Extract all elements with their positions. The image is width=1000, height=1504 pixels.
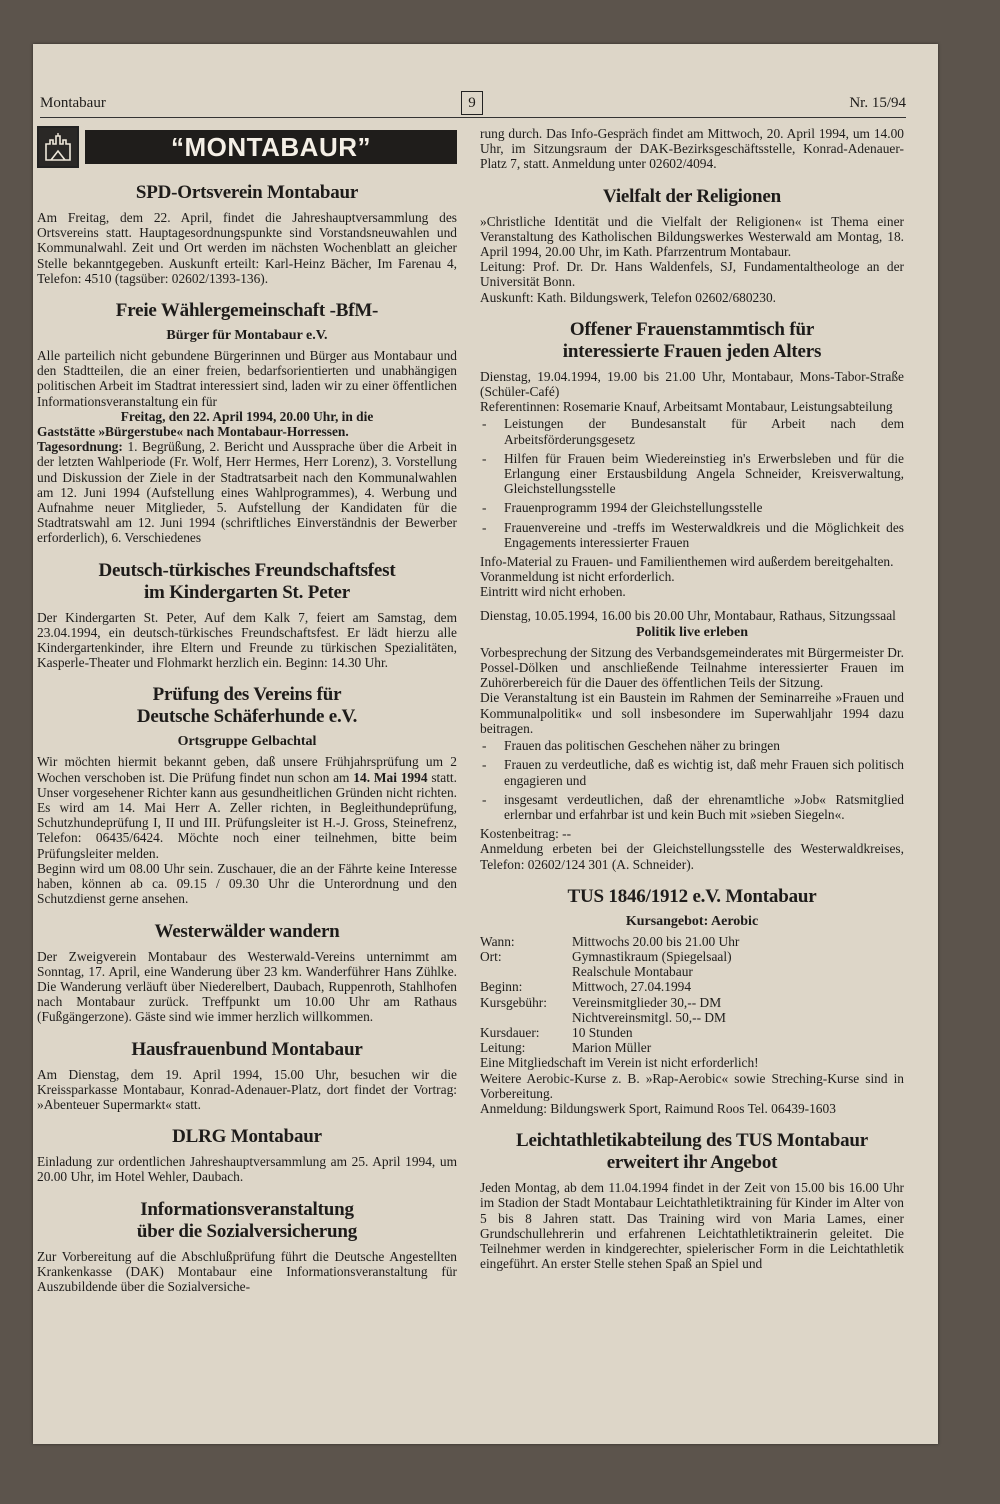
tus-heading: TUS 1846/1912 e.V. Montabaur — [567, 885, 817, 907]
list-item: - Frauenprogramm 1994 der Gleichstellungsstelle — [480, 500, 904, 515]
dogs-text-start: Beginn wird um 08.00 Uhr sein. Zuschauer, die an der Fährte keine Interesse haben, können ab ca. 09.15 / 09.30 Uhr die Unterordnung und den Schutzdienst gerne ansehen. — [37, 860, 457, 907]
sozial-heading-line2: über die Sozialversicherung — [136, 1220, 358, 1242]
frauen-referents: Referentinnen: Rosemarie Knauf, Arbeitsamt Montabaur, Leistungsabteilung — [480, 399, 893, 415]
bfm-text: Alle parteilich nicht gebundene Bürgerinnen und Bürger aus Montabaur und den Stadtteilen, die an einer freien, bedarfsorientierten und unabhängigen politischen Arbeit im Stadtrat interessiert sind, laden wir zu einer öffentlichen Informationsveranstaltung ein für — [37, 348, 457, 409]
list-item: - insgesamt verdeutlichen, daß der ehrenamtliche »Job« Ratsmitglied erlernbar und erfahrbar ist und kein Buch mit »sieben Siegeln«. — [480, 792, 904, 822]
row-value: Nichtvereinsmitgl. 50,-- DM — [572, 1009, 726, 1025]
row-value: Realschule Montabaur — [572, 964, 693, 980]
leicht-heading-line2: erweitert ihr Angebot — [606, 1152, 778, 1174]
dlrg-text: Einladung zur ordentlichen Jahreshauptversammlung am 25. April 1994, um 20.00 Uhr, im Hotel Wehler, Daubach. — [37, 1154, 457, 1185]
politik-text: Vorbesprechung der Sitzung des Verbandsgemeinderates mit Bürgermeister Dr. Possel-Dölken und anschließende Teilnahme interessierter Frauen im Zuhörerbereich für die Dauer des öffentlichen Teils der Sitzung. — [480, 644, 904, 691]
bfm-agenda — [37, 439, 457, 545]
row-label — [480, 1010, 572, 1025]
frauen-eintritt: Eintritt wird nicht erhoben. — [480, 584, 626, 600]
row-label: Beginn: — [480, 979, 523, 995]
frauen-heading-line1: Offener Frauenstammtisch für — [569, 318, 815, 340]
row-label — [480, 964, 572, 979]
tus-note-1: Eine Mitgliedschaft im Verein ist nicht erforderlich! — [480, 1055, 759, 1071]
row-value: Mittwochs 20.00 bis 21.00 Uhr — [572, 933, 740, 949]
frauen-heading-line2: interessierte Frauen jeden Alters — [562, 340, 822, 362]
fest-heading — [37, 560, 457, 604]
row-value: Vereinsmitglieder 30,-- DM — [572, 994, 722, 1010]
row-label: Ort: — [480, 948, 502, 964]
section-title: “MONTABAUR” — [85, 130, 457, 164]
politik-text-2: Die Veranstaltung ist ein Baustein im Rahmen der Seminarreihe »Frauen und Kommunalpolitik« und soll insbesondere im Superwahljahr 1994 dazu beitragen. — [480, 690, 904, 736]
fest-heading-line1: Deutsch-türkisches Freundschaftsfest — [98, 559, 396, 581]
table-row — [480, 934, 739, 949]
continuation-text: rung durch. Das Info-Gespräch findet am Mittwoch, 20. April 1994, um 14.00 Uhr, im Sitzungsraum der DAK-Bezirksgeschäftsstelle, Konrad-Adenauer-Platz 7, statt. Anmeldung unter 02602/4094. — [480, 126, 904, 172]
dogs-text-date: 14. Mai 1994 — [353, 769, 428, 785]
politik-anmeldung: Anmeldung erbeten bei der Gleichstellungsstelle des Westerwaldkreises, Telefon: 02602/124 301 (A. Schneider). — [480, 841, 904, 872]
table-row — [480, 1040, 739, 1055]
religion-text: »Christliche Identität und die Vielfalt der Religionen« ist Thema einer Veranstaltung des Katholischen Bildungswerkes Westerwald am Montag, 18. April 1994, 20.00 Uhr, im Kath. Pfarrzentrum Montabaur. — [480, 213, 904, 260]
politik-heading: Politik live erleben — [636, 624, 748, 640]
religion-heading: Vielfalt der Religionen — [603, 185, 781, 207]
list-item: - Hilfen für Frauen beim Wiedereinstieg in's Erwerbsleben und für die Erlangung einer Erstausbildung Angela Schneider, Kreisverwaltung, Gleichstellungsstelle — [480, 451, 904, 497]
list-item: - Frauenvereine und -treffs im Westerwaldkreis und die Möglichkeit des Engagements interessierter Frauen — [480, 520, 904, 550]
agenda-text: 1. Begrüßung, 2. Bericht und Aussprache über die Arbeit in der letzten Wahlperiode (Fr. Wolf, Herr Hermes, Herr Lorenz), 3. Vorstellung und Diskussion der Ziele in der Stadtratsarbeit nach den Kommunalwahlen am 12. Juni 1994 (Aufstellung eines Wahlprogrammes), 4. Werbung und Aufnahme neuer Mitglieder, 5. Aufstellung der Kandidaten für die Stadtratswahl am 12. Juni 1994 (schriftliches Einverständnis der Bewerber erforderlich), 6. Verschiedenes — [37, 439, 457, 546]
row-label: Kursgebühr: — [480, 994, 547, 1010]
dogs-heading — [37, 684, 457, 728]
hausfrauen-text: Am Dienstag, dem 19. April 1994, 15.00 Uhr, besuchen wir die Kreissparkasse Montabaur, Konrad-Adenauer-Platz, dort findet der Vortrag: »Abenteuer Supermarkt« statt. — [37, 1066, 457, 1112]
frauen-topics — [480, 416, 904, 550]
sozial-heading-line1: Informationsveranstaltung — [140, 1198, 354, 1220]
row-value: 10 Stunden — [572, 1024, 633, 1040]
spd-text: Am Freitag, dem 22. April, findet die Jahreshauptversammlung des Ortsvereins statt. Hauptagesordnungspunkte sind Vorstandsneuwahlen und Kommunalwahl. Zeit und Ort werden im nächsten Wochenblatt an gleicher Stelle bekanntgegeben. Auskunft erteilt: Karl-Heinz Bächer, Im Farenau 4, Telefon: 4510 (tagsüber: 02602/1393-136). — [37, 210, 457, 286]
left-column — [37, 126, 457, 1294]
spd-heading: SPD-Ortsverein Montabaur — [135, 182, 359, 203]
spacer — [480, 600, 904, 608]
bfm-subheading: Bürger für Montabaur e.V. — [166, 328, 328, 344]
row-value: Mittwoch, 27.04.1994 — [572, 979, 692, 995]
dogs-subheading: Ortsgruppe Gelbachtal — [177, 734, 317, 750]
sozial-heading — [37, 1199, 457, 1243]
page-number: 9 — [461, 91, 483, 115]
town-crest-icon — [37, 126, 79, 168]
row-label: Leitung: — [480, 1040, 526, 1056]
wandern-text: Der Zweigverein Montabaur des Westerwald-Vereins unternimmt am Sonntag, 17. April, eine Wanderung über 23 km. Wanderführer Hans Zühlke. Die Wanderung verläuft über Niederelbert, Daubach, Ruppenroth, Stahlhofen nach Montabaur zurück. Treffpunkt um 10.00 Uhr am Rathaus (Fußgängerzone). Gäste sind wie immer herzlich willkommen. — [37, 948, 457, 1025]
row-value: Gymnastikraum (Spiegelsaal) — [572, 948, 732, 964]
agenda-label: Tagesordnung: — [37, 439, 123, 455]
page-header — [40, 95, 906, 119]
table-row — [480, 1010, 739, 1025]
dogs-text-part1: Wir möchten hiermit bekannt geben, daß unsere Frühjahrsprüfung um 2 Wochen verschoben ist. Die Prüfung findet nun schon am — [37, 754, 457, 785]
tus-note-3: Anmeldung: Bildungswerk Sport, Raimund Roos Tel. 06439-1603 — [480, 1100, 836, 1116]
bfm-heading: Freie Wählergemeinschaft -BfM- — [115, 300, 379, 322]
table-row — [480, 964, 739, 979]
religion-leitung: Leitung: Prof. Dr. Dr. Hans Waldenfels, SJ, Fundamentaltheologe an der Universität Bonn. — [480, 259, 904, 290]
frauen-voranmeldung: Voranmeldung ist nicht erforderlich. — [480, 569, 675, 585]
header-town: Montabaur — [40, 95, 106, 111]
row-value: Marion Müller — [572, 1040, 652, 1056]
issue-number: Nr. 15/94 — [849, 95, 906, 111]
dogs-text — [37, 754, 457, 860]
bfm-date: Freitag, den 22. April 1994, 20.00 Uhr, in die — [120, 408, 374, 424]
header-rule — [40, 117, 906, 118]
tus-subheading: Kursangebot: Aerobic — [625, 913, 759, 929]
right-column — [480, 126, 904, 1271]
frauen-heading — [480, 319, 904, 363]
wandern-heading: Westerwälder wandern — [154, 920, 340, 942]
dlrg-heading: DLRG Montabaur — [172, 1126, 322, 1148]
leicht-text: Jeden Montag, ab dem 11.04.1994 findet in der Zeit von 15.00 bis 16.00 Uhr im Stadion der Stadt Montabaur Leichtathletiktraining für Kinder im Alter von 5 bis 8 Jahren statt. Das Training wird von Maria Lames, einer Grundschullehrerin und erfahrenen Leichtathletiktrainerin geleitet. Die Teilnehmer werden in kindgerechter, spielerischer Form in die Leichtathletik eingeführt. An erster Stelle stehen Spaß an Spiel und — [480, 1180, 904, 1272]
leicht-heading-line1: Leichtathletikabteilung des TUS Montabaur — [516, 1130, 868, 1152]
fest-text: Der Kindergarten St. Peter, Auf dem Kalk 7, feiert am Samstag, dem 23.04.1994, ein deutsch-türkisches Freundschaftsfest. Er lädt hierzu alle Kindergartenkinder, ihre Eltern und Freunde zu türkischen Spezialitäten, Kasperle-Theater und Flohmarkt herzlich ein. Beginn: 14.30 Uhr. — [37, 609, 457, 671]
hausfrauen-heading: Hausfrauenbund Montabaur — [131, 1038, 363, 1060]
politik-goals — [480, 738, 904, 822]
tus-note-2: Weitere Aerobic-Kurse z. B. »Rap-Aerobic« sowie Streching-Kurse sind in Vorbereitung. — [480, 1070, 904, 1101]
row-label: Kursdauer: — [480, 1024, 540, 1040]
row-label: Wann: — [480, 933, 515, 949]
frauen-date: Dienstag, 19.04.1994, 19.00 bis 21.00 Uhr, Montabaur, Mons-Tabor-Straße (Schüler-Café) — [480, 368, 904, 400]
list-item: - Leistungen der Bundesanstalt für Arbeit nach dem Arbeitsförderungsgesetz — [480, 416, 904, 446]
section-banner — [37, 126, 457, 168]
bfm-venue: Gaststätte »Bürgerstube« nach Montabaur-Horressen. — [37, 424, 349, 440]
politik-kosten: Kostenbeitrag: -- — [480, 826, 572, 842]
religion-auskunft: Auskunft: Kath. Bildungswerk, Telefon 02602/680230. — [480, 289, 776, 305]
list-item: - Frauen das politischen Geschehen näher zu bringen — [480, 738, 904, 753]
dogs-heading-line1: Prüfung des Vereins für — [152, 684, 342, 706]
list-item: - Frauen zu verdeutliche, daß es wichtig ist, daß mehr Frauen sich politisch engagieren und — [480, 757, 904, 787]
leicht-heading — [480, 1130, 904, 1174]
table-row — [480, 1025, 739, 1040]
sozial-text: Zur Vorbereitung auf die Abschlußprüfung führt die Deutsche Angestellten Krankenkasse (DAK) Montabaur eine Informationsveranstaltung für Auszubildende über die Sozialversiche- — [37, 1248, 457, 1294]
frauen-info: Info-Material zu Frauen- und Familienthemen wird außerdem bereitgehalten. — [480, 554, 894, 570]
table-row — [480, 979, 739, 994]
dogs-text-part2: statt. Unser vorgesehener Richter kann aus gesundheitlichen Gründen nicht richten. Es wird am 14. Mai Herr A. Zeller richten, in Begleithundeprüfung, Schutzhundeprüfung I, II und III. Prüfungsleiter ist H.-J. Gross, Steinefrenz, Telefon: 06435/6424. Möchte noch einer teilnehmen, bitte beim Prüfungsleiter melden. — [37, 769, 457, 861]
fest-heading-line2: im Kindergarten St. Peter — [143, 581, 351, 603]
frauen-date-2: Dienstag, 10.05.1994, 16.00 bis 20.00 Uhr, Montabaur, Rathaus, Sitzungssaal — [480, 607, 896, 623]
table-row — [480, 949, 739, 964]
tus-course-table — [480, 934, 739, 1056]
table-row — [480, 995, 739, 1010]
dogs-heading-line2: Deutsche Schäferhunde e.V. — [136, 706, 358, 728]
